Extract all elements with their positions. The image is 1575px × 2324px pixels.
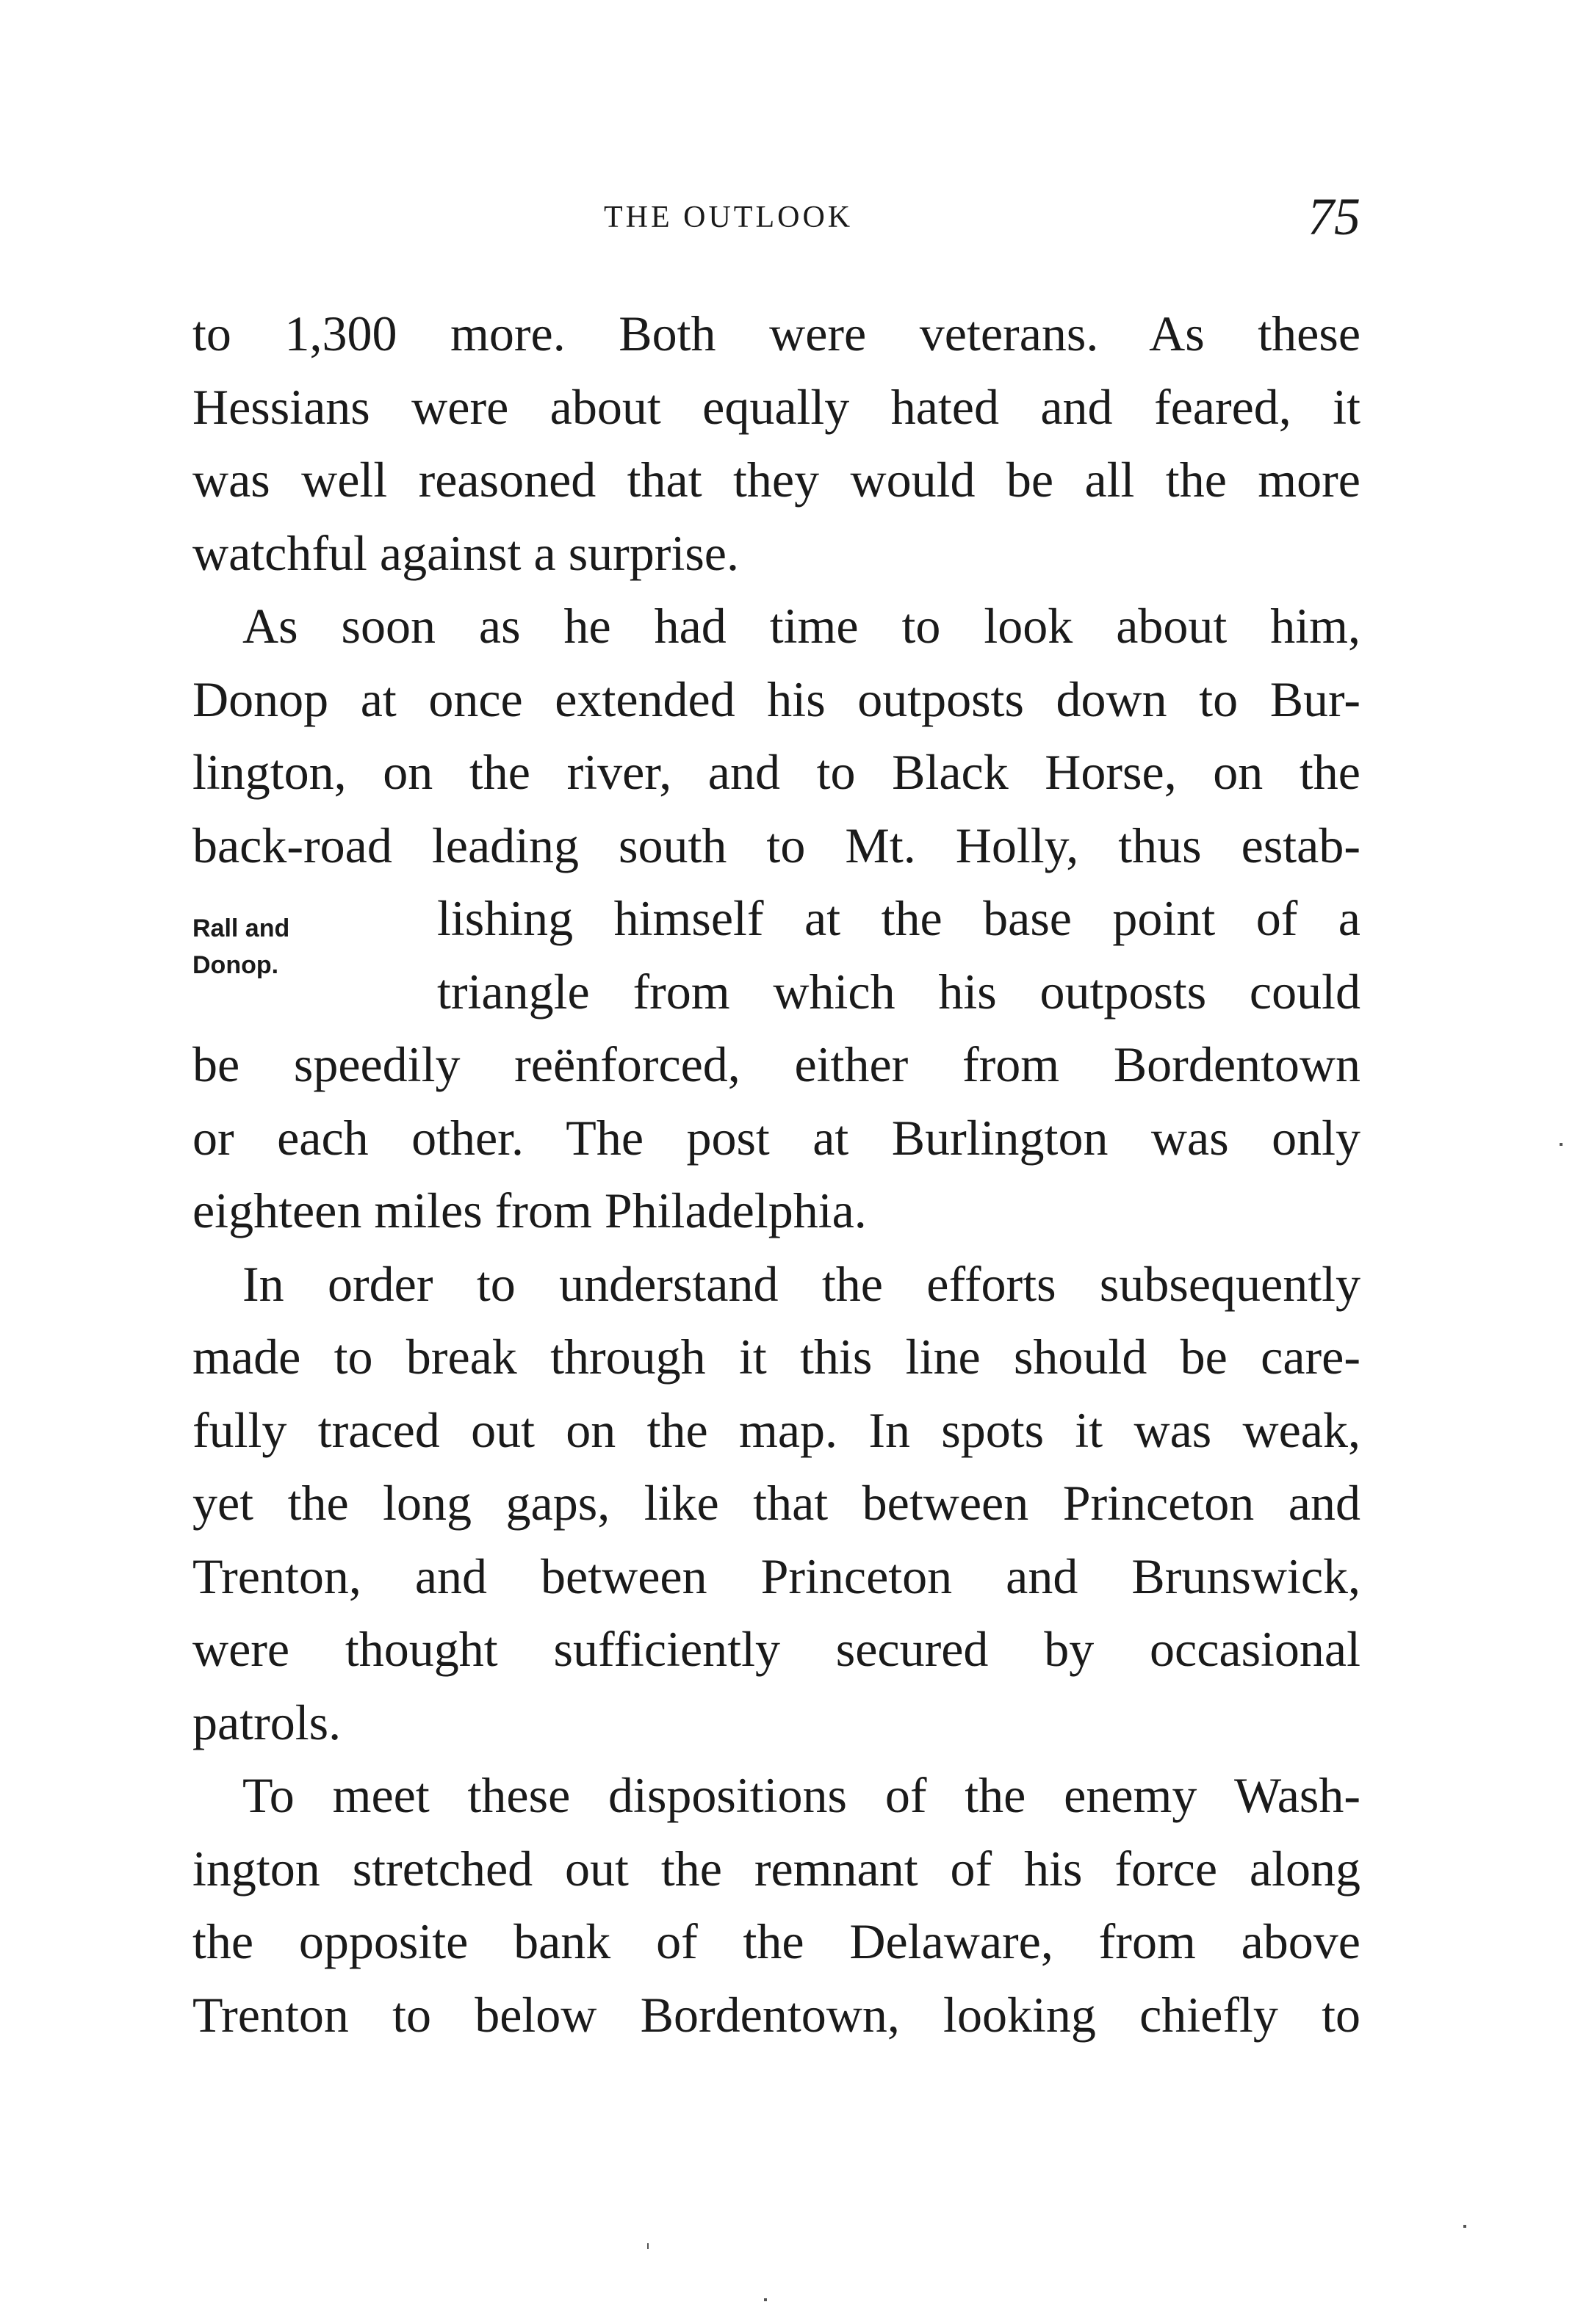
text-line: to 1,300 more. Both were veterans. As these xyxy=(192,306,1360,361)
running-head: THE OUTLOOK xyxy=(604,201,854,234)
text-line: Trenton, and between Princeton and Brunswick, xyxy=(192,1548,1360,1604)
text-line: lington, on the river, and to Black Horse, on the xyxy=(192,744,1360,800)
text-line: To meet these dispositions of the enemy Wash- xyxy=(242,1767,1360,1823)
text-line: was well reasoned that they would be all the more xyxy=(192,452,1360,508)
text-line: back-road leading south to Mt. Holly, thus estab- xyxy=(192,817,1360,873)
text-line: ington stretched out the remnant of his force along xyxy=(192,1840,1360,1897)
scan-speck xyxy=(647,2243,649,2249)
text-line: made to break through it this line should be care- xyxy=(192,1329,1360,1385)
text-line: yet the long gaps, like that between Princeton and xyxy=(192,1475,1360,1531)
page-header xyxy=(192,187,1368,251)
text-line: be speedily reënforced, either from Bordentown xyxy=(192,1036,1360,1092)
scan-speck xyxy=(1463,2225,1466,2228)
text-line: or each other. The post at Burlington was only xyxy=(192,1109,1360,1166)
margin-note-line-2: Donop. xyxy=(192,951,279,979)
body-text xyxy=(192,297,1360,2051)
text-line: watchful against a surprise. xyxy=(192,524,739,581)
text-line: In order to understand the efforts subsequently xyxy=(242,1255,1360,1312)
text-line: fully traced out on the map. In spots it was weak, xyxy=(192,1401,1360,1458)
page-number: 75 xyxy=(1308,187,1360,246)
text-line: As soon as he had time to look about him, xyxy=(242,598,1360,654)
text-line: patrols. xyxy=(192,1694,342,1750)
text-line: lishing himself at the base point of a xyxy=(437,890,1360,946)
text-line: the opposite bank of the Delaware, from above xyxy=(192,1913,1360,1969)
text-line: eighteen miles from Philadelphia. xyxy=(192,1183,867,1238)
margin-note-line-1: Rall and xyxy=(192,914,290,942)
text-line: Donop at once extended his outposts down to Bur- xyxy=(192,671,1360,727)
scan-speck xyxy=(764,2298,767,2301)
text-line: Trenton to below Bordentown, looking chiefly to xyxy=(192,1986,1360,2043)
scan-speck xyxy=(1560,1143,1563,1146)
text-line: were thought sufficiently secured by occasional xyxy=(192,1621,1360,1677)
text-line: triangle from which his outposts could xyxy=(437,963,1360,1020)
text-line: Hessians were about equally hated and feared, it xyxy=(192,378,1360,435)
